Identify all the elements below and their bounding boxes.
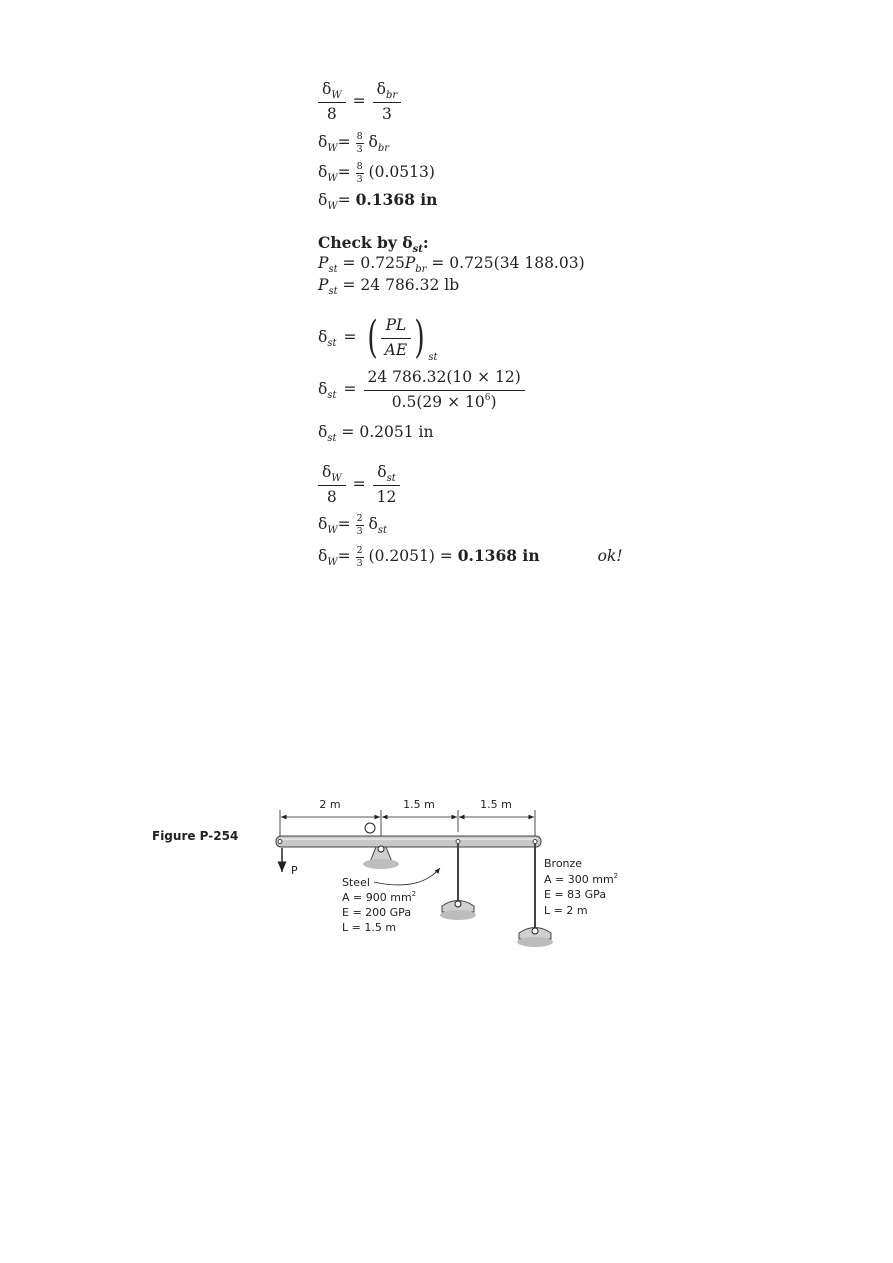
- ratio-equation-1: $\frac{\delta_W}{8}$ = $\frac{\delta_{br}}{3}$: [318, 82, 401, 122]
- bronze-anchor-pin: [532, 928, 538, 934]
- deflection-w-check-result: $\delta_W=$ $\frac{2}{3}$ (0.2051) = 0.1368 in ok!: [318, 545, 623, 569]
- deflection-w-result: $\delta_W= 0.1368$ in: [318, 190, 438, 212]
- steel-rod-pin: [456, 840, 460, 844]
- steel-deflection-formula: $\delta_{st}$ = ( $\frac{PL}{AE}$ ) $_{st}$: [318, 312, 438, 363]
- hinge-circle: [365, 823, 375, 833]
- steel-length: L = 1.5 m: [342, 921, 397, 934]
- steel-ground: [440, 910, 476, 920]
- steel-modulus: E = 200 GPa: [342, 906, 412, 919]
- steel-deflection-result: $\delta_{st} = 0.2051$ in: [318, 423, 434, 444]
- dim-label-2m: 2 m: [319, 798, 341, 811]
- steel-deflection-substitution: $\delta_{st}$ = $\frac{24 786.32(10 \times 12)}{0.5(29 \times 10^6)}$: [318, 370, 525, 410]
- deflection-w-expr: $\delta_W=$ $\frac{8}{3}$ $\delta_{br}$: [318, 131, 390, 155]
- beam: [276, 836, 541, 847]
- hinge-ground: [363, 859, 399, 869]
- steel-name: Steel: [342, 876, 370, 889]
- bronze-name: Bronze: [544, 857, 583, 870]
- ratio-equation-2: $\frac{\delta_W}{8}$ = $\frac{\delta_{st}}{12}$: [318, 465, 400, 505]
- deflection-w-expr-2: $\delta_W=$ $\frac{2}{3}$ $\delta_{st}$: [318, 513, 388, 537]
- bronze-ground: [517, 937, 553, 947]
- dim-label-1-5m-b: 1.5 m: [480, 798, 512, 811]
- steel-anchor-pin: [455, 901, 461, 907]
- dim-label-1-5m-a: 1.5 m: [403, 798, 435, 811]
- bronze-rod-pin: [533, 840, 537, 844]
- hinge-pin: [378, 846, 384, 852]
- deflection-w-substitution: $\delta_W=$ $\frac{8}{3}$ (0.0513): [318, 161, 435, 185]
- bronze-modulus: E = 83 GPa: [544, 888, 607, 901]
- steel-force-equation: $P_{st} = 0.725P_{br} = 0.725(34$ 188.03): [318, 254, 585, 275]
- figure-label: Figure P-254: [152, 829, 239, 843]
- steel-area: A = 900 $mm^2$: [342, 890, 417, 904]
- load-label: P: [291, 864, 298, 877]
- steel-leader-arrow: [374, 868, 440, 885]
- steel-force-result: $P_{st} = 24$ 786.32 lb: [318, 276, 460, 297]
- bronze-length: L = 2 m: [544, 904, 588, 917]
- check-heading: Check by $\delta_{st}$:: [318, 233, 429, 255]
- beam-end-pin: [278, 840, 282, 844]
- bronze-area: A = 300 $mm^2$: [544, 872, 619, 886]
